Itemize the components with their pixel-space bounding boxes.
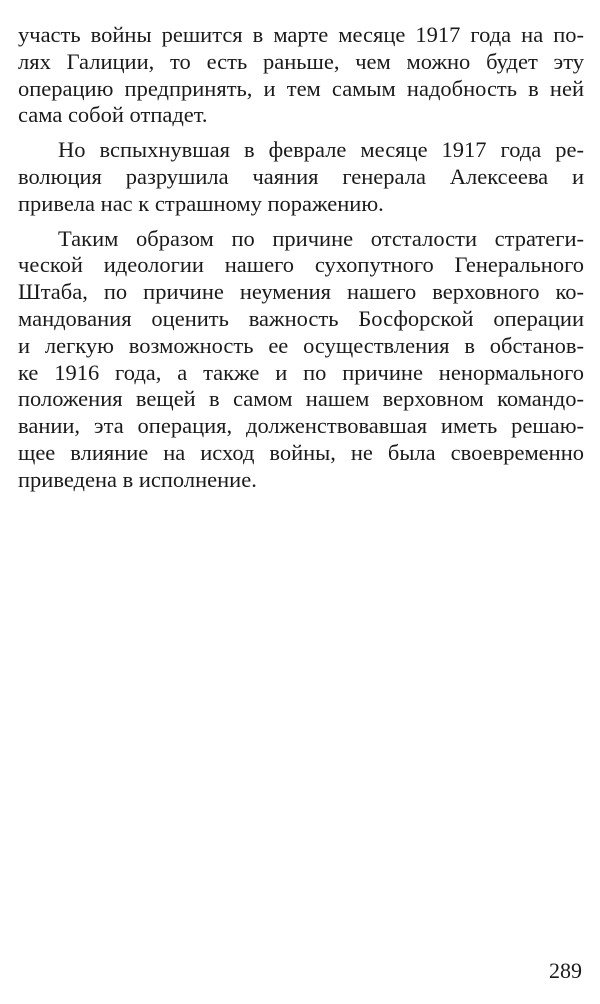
text-line: Штаба, по причине неумения нашего верховного ко- [18,279,584,305]
text-line: Но вспыхнувшая в феврале месяце 1917 года ре- [58,137,584,163]
text-line: приведена в исполнение. [18,466,257,492]
text-line: Таким образом по причине отсталости стратеги- [58,225,584,251]
text-line: вании, эта операция, долженствовавшая иметь решаю- [18,413,584,439]
text-line: волюция разрушила чаяния генерала Алексеева и [18,163,584,189]
page-number: 289 [549,958,582,983]
text-line: положения вещей в самом нашем верховном командо- [18,386,584,412]
text-line: и легкую возможность ее осуществления в обстанов- [18,332,584,358]
text-line: участь войны решится в марте месяце 1917 года на по- [18,22,584,47]
text-line: привела нас к страшному поражению. [18,190,384,216]
text-line: щее влияние на исход войны, не была своевременно [18,439,584,465]
paragraph-3 [18,226,584,494]
text-line: мандования оценить важность Босфорской операции [18,305,584,331]
text-line: сама собой отпадет. [18,102,208,128]
body-text [18,22,584,502]
text-line: ке 1916 года, а также и по причине ненормального [18,359,584,385]
paragraph-2 [18,137,584,217]
text-line: ческой идеологии нашего сухопутного Генерального [18,252,584,278]
text-line: лях Галиции, то есть раньше, чем можно будет эту [18,48,584,74]
paragraph-1 [18,22,584,129]
text-line: операцию предпринять, и тем самым надобность в ней [18,75,584,101]
